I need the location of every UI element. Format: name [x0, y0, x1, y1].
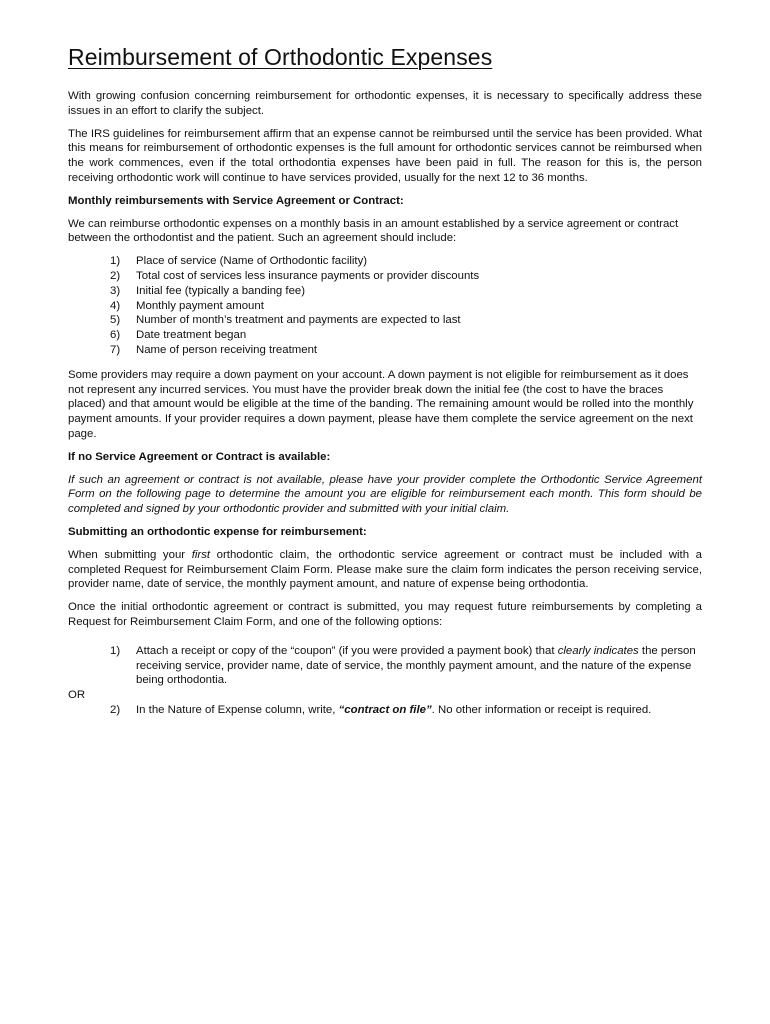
list-item	[110, 313, 702, 328]
no-agreement-paragraph: If such an agreement or contract is not available, please have your provider complete the Orthodontic Service Agreement Form on the following page to determine the amount you are eligible for reimbursement each month. This form should be completed and signed by your orthodontic provider and submitted with your initial claim.	[68, 473, 702, 516]
list-item	[110, 269, 702, 284]
list-item-number: 1)	[110, 255, 121, 268]
submitting-p1-emphasis: first	[191, 548, 211, 561]
option-2-number: 2)	[110, 703, 121, 716]
list-item	[110, 343, 702, 358]
list-item-text: Name of person receiving treatment	[136, 343, 318, 356]
submitting-p1-before: When submitting your	[68, 548, 192, 561]
no-agreement-heading: If no Service Agreement or Contract is available:	[68, 450, 331, 463]
monthly-heading: Monthly reimbursements with Service Agreement or Contract:	[68, 194, 404, 207]
list-item	[110, 284, 702, 299]
intro-paragraph: With growing confusion concerning reimbursement for orthodontic expenses, it is necessary to specifically address these issues in an effort to clarify the subject.	[68, 90, 702, 117]
or-label: OR	[68, 689, 86, 702]
list-item	[110, 254, 702, 269]
submitting-paragraph-2: Once the initial orthodontic agreement or contract is submitted, you may request future reimbursements by completing a Request for Reimbursement Claim Form, and one of the following options:	[68, 601, 702, 628]
submitting-p1-after: orthodontic claim, the orthodontic service agreement or contract must be included with a completed Request for Reimbursement Claim Form. Please make sure the claim form indicates the person receiving service, provider name, date of service, the monthly payment amount, and nature of expense being orthodontia.	[68, 548, 702, 591]
option-2-emphasis: “contract on file”	[338, 703, 432, 716]
list-item-text: Monthly payment amount	[136, 299, 264, 312]
list-item	[110, 328, 702, 343]
list-item-number: 5)	[110, 314, 121, 327]
list-item-number: 7)	[110, 343, 121, 356]
submitting-paragraph-1	[68, 548, 702, 592]
monthly-paragraph: We can reimburse orthodontic expenses on a monthly basis in an amount established by a service agreement or contract between the orthodontist and the patient. Such an agreement should include:	[68, 217, 679, 245]
list-item-number: 2)	[110, 269, 121, 282]
submitting-heading: Submitting an orthodontic expense for reimbursement:	[68, 525, 367, 538]
option-1-emphasis: clearly indicates	[557, 644, 639, 657]
page-title: Reimbursement of Orthodontic Expenses	[68, 44, 493, 70]
list-item-text: Number of month’s treatment and payments are expected to last	[136, 314, 461, 327]
option-1-after: the person receiving service, provider name, date of service, the monthly payment amount, and the nature of the expense being orthodontia.	[136, 644, 696, 687]
list-item-text: Total cost of services less insurance payments or provider discounts	[136, 269, 480, 282]
list-item-text: Initial fee (typically a banding fee)	[136, 284, 306, 297]
list-item-number: 4)	[110, 299, 121, 312]
option-2-text	[136, 703, 651, 718]
list-item-text: Date treatment began	[136, 329, 247, 342]
agreement-items-list	[68, 254, 702, 358]
option-1-text	[136, 644, 702, 688]
option-1-before: Attach a receipt or copy of the “coupon” (if you were provided a payment book) that	[136, 644, 558, 657]
option-1	[68, 644, 702, 688]
list-item-text: Place of service (Name of Orthodontic facility)	[136, 255, 368, 268]
option-2-after: . No other information or receipt is required.	[431, 703, 652, 716]
option-1-number: 1)	[110, 644, 121, 657]
option-2	[68, 703, 702, 718]
list-item	[110, 299, 702, 314]
down-payment-paragraph: Some providers may require a down payment on your account. A down payment is not eligible for reimbursement as it does not represent any incurred services. You must have the provider break down the initial fee (the cost to have the braces placed) and that amount would be eligible at the time of the banding. The remaining amount would be rolled into the monthly payment amounts. If your provider requires a down payment, please have them complete the service agreement on the next page.	[68, 368, 694, 440]
option-2-before: In the Nature of Expense column, write,	[136, 703, 339, 716]
irs-paragraph: The IRS guidelines for reimbursement affirm that an expense cannot be reimbursed until the service has been provided. What this means for reimbursement of orthodontic expenses is the full amount for orthodontic services cannot be reimbursed when the work commences, even if the total orthodontia expenses have been paid in full. The reason for this is, the person receiving orthodontic work will continue to have services provided, usually for the next 12 to 36 months.	[68, 127, 702, 184]
list-item-number: 6)	[110, 329, 121, 342]
list-item-number: 3)	[110, 284, 121, 297]
